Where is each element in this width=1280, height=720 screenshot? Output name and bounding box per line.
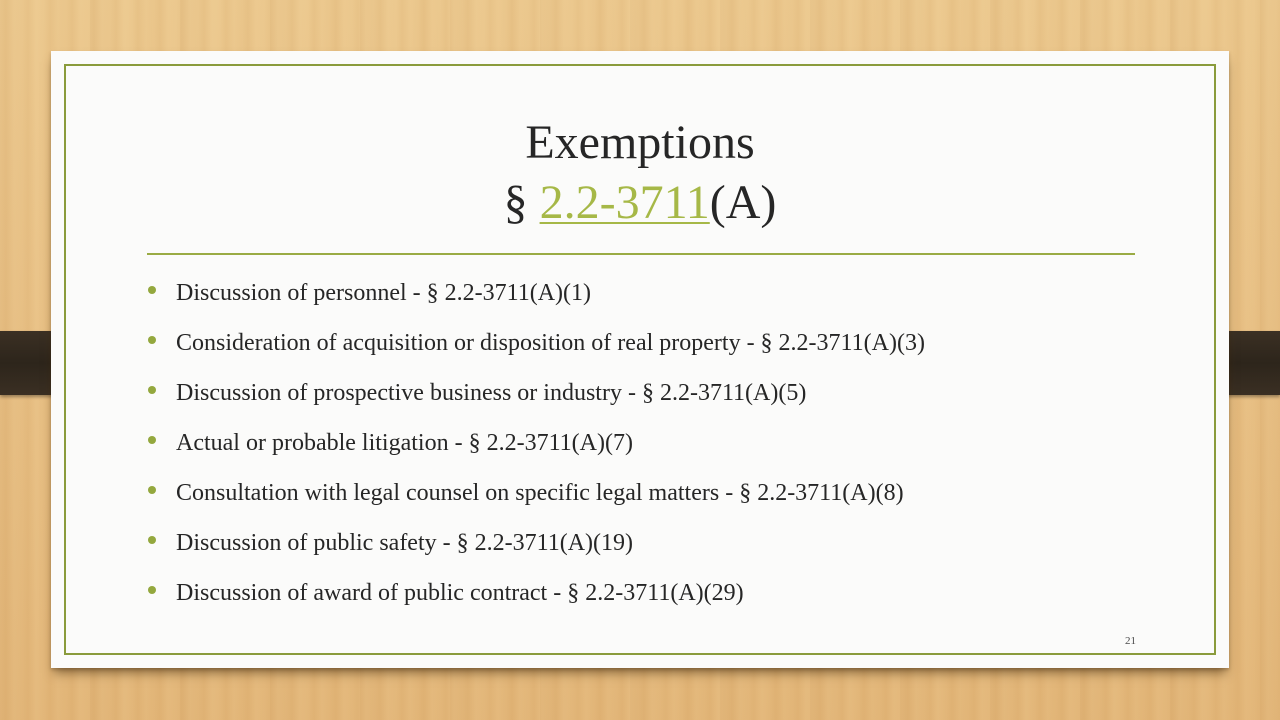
bullet-dot-icon xyxy=(148,286,156,294)
list-item-text: Discussion of prospective business or industry - § 2.2-3711(A)(5) xyxy=(176,380,807,406)
bullet-dot-icon xyxy=(148,586,156,594)
code-section-link[interactable]: 2.2-3711 xyxy=(539,176,710,229)
list-item-text: Discussion of award of public contract - § 2.2-3711(A)(29) xyxy=(176,580,744,606)
bullet-dot-icon xyxy=(148,486,156,494)
slide-card xyxy=(51,51,1229,668)
list-item-text: Consultation with legal counsel on specific legal matters - § 2.2-3711(A)(8) xyxy=(176,480,904,506)
title-suffix: (A) xyxy=(709,176,777,229)
title-divider xyxy=(147,253,1135,255)
bullet-dot-icon xyxy=(148,536,156,544)
title-line-2 xyxy=(51,173,1229,233)
list-item-text: Discussion of personnel - § 2.2-3711(A)(1) xyxy=(176,280,592,306)
list-item-text: Actual or probable litigation - § 2.2-3711(A)(7) xyxy=(176,430,633,456)
slide-number: 21 xyxy=(1125,635,1136,647)
bullet-dot-icon xyxy=(148,436,156,444)
list-item xyxy=(147,327,925,377)
bullet-dot-icon xyxy=(148,336,156,344)
slide-title xyxy=(51,113,1229,233)
list-item xyxy=(147,377,925,427)
bullet-dot-icon xyxy=(148,386,156,394)
list-item xyxy=(147,527,925,577)
list-item xyxy=(147,477,925,527)
list-item xyxy=(147,577,925,627)
title-line-1: Exemptions xyxy=(525,116,755,169)
list-item-text: Consideration of acquisition or disposition of real property - § 2.2-3711(A)(3) xyxy=(176,330,925,356)
exemptions-list xyxy=(147,277,925,627)
list-item-text: Discussion of public safety - § 2.2-3711(A)(19) xyxy=(176,530,634,556)
list-item xyxy=(147,427,925,477)
list-item xyxy=(147,277,925,327)
section-symbol: § xyxy=(503,176,540,229)
